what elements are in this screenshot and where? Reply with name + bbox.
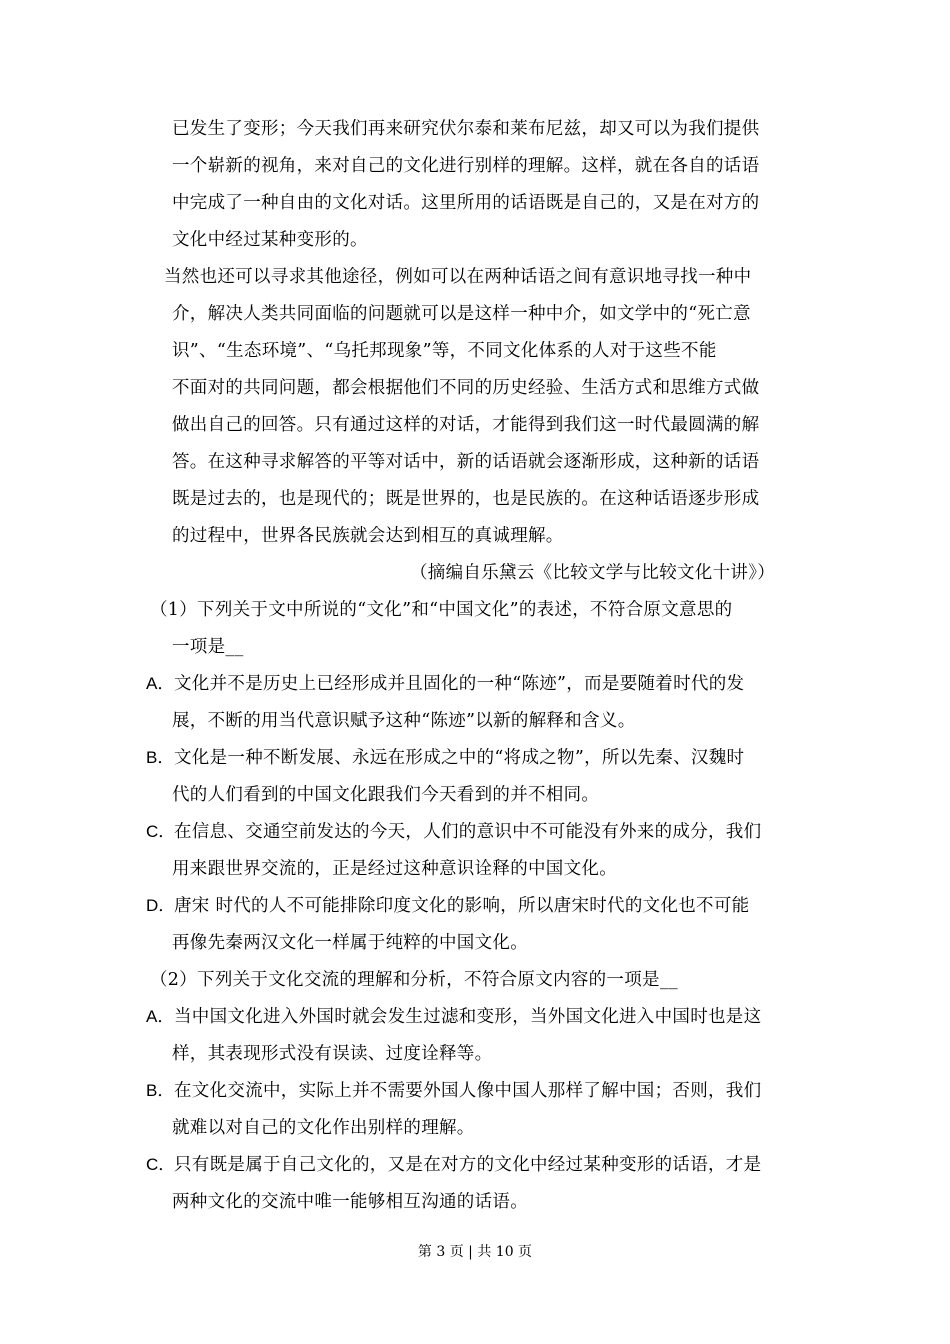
option-text: 唐宋 时代的人不可能排除印度文化的影响，所以唐宋时代的文化也不可能: [174, 896, 750, 916]
page-number-footer: 第 3 页 | 共 10 页: [417, 1244, 533, 1260]
option-text: 就难以对自己的文化作出别样的理解。: [172, 1118, 475, 1138]
option-letter: B．: [146, 748, 175, 767]
option-text: 再像先秦两汉文化一样属于纯粹的中国文化。: [172, 933, 528, 953]
passage-line: 做出自己的回答。只有通过这样的对话，才能得到我们这一时代最圆满的解: [172, 415, 760, 435]
option-letter: B．: [146, 1081, 175, 1100]
option-text: 两种文化的交流中唯一能够相互沟通的话语。: [172, 1192, 528, 1212]
option-text: 在信息、交通空前发达的今天，人们的意识中不可能没有外来的成分，我们: [174, 822, 762, 842]
option-text: 用来跟世界交流的，正是经过这种意识诠释的中国文化。: [172, 859, 617, 879]
passage-line: 介，解决人类共同面临的问题就可以是这样一种中介，如文学中的“死亡意: [172, 304, 751, 324]
option-letter: C．: [146, 822, 176, 841]
passage-line: 一个崭新的视角，来对自己的文化进行别样的理解。这样，就在各自的话语: [172, 156, 760, 176]
question-stem: （1）下列关于文中所说的“文化”和“中国文化”的表述，不符合原文意思的: [150, 600, 733, 620]
option-letter: D．: [146, 896, 176, 915]
passage-line: 文化中经过某种变形的。: [172, 230, 368, 250]
passage-line: 不面对的共同问题，都会根据他们不同的历史经验、生活方式和思维方式做: [172, 378, 760, 398]
passage-line: 答。在这种寻求解答的平等对话中，新的话语就会逐渐形成，这种新的话语: [172, 452, 760, 472]
passage-source: （摘编自乐黛云《比较文学与比较文化十讲》）: [410, 563, 776, 583]
option-text: 只有既是属于自己文化的，又是在对方的文化中经过某种变形的话语，才是: [174, 1155, 762, 1175]
option-text: 代的人们看到的中国文化跟我们今天看到的并不相同。: [172, 785, 600, 805]
option-text: 展，不断的用当代意识赋予这种“陈迹”以新的解释和含义。: [172, 711, 636, 731]
option-text: 当中国文化进入外国时就会发生过滤和变形，当外国文化进入中国时也是这: [174, 1007, 762, 1027]
option-letter: A．: [146, 1007, 175, 1026]
option-text: 文化是一种不断发展、永远在形成之中的“将成之物”，所以先秦、汉魏时: [174, 748, 745, 768]
passage-line: 识”、“生态环境”、“乌托邦现象”等，不同文化体系的人对于这些不能: [172, 341, 717, 361]
passage-line: 已发生了变形；今天我们再来研究伏尔泰和莱布尼兹，却又可以为我们提供: [172, 119, 760, 139]
option-letter: A．: [146, 674, 175, 693]
option-letter: C．: [146, 1155, 176, 1174]
option-text: 样，其表现形式没有误读、过度诠释等。: [172, 1044, 493, 1064]
passage-line: 的过程中，世界各民族就会达到相互的真诚理解。: [172, 526, 564, 546]
passage-line: 中完成了一种自由的文化对话。这里所用的话语既是自己的，又是在对方的: [172, 193, 760, 213]
option-text: 在文化交流中，实际上并不需要外国人像中国人那样了解中国；否则，我们: [174, 1081, 762, 1101]
passage-line: 当然也还可以寻求其他途径，例如可以在两种话语之间有意识地寻找一种中: [164, 267, 752, 287]
question-stem: 一项是__: [172, 637, 244, 657]
passage-line: 既是过去的，也是现代的；既是世界的，也是民族的。在这种话语逐步形成: [172, 489, 760, 509]
question-stem: （2）下列关于文化交流的理解和分析，不符合原文内容的一项是__: [150, 970, 678, 990]
option-text: 文化并不是历史上已经形成并且固化的一种“陈迹”，而是要随着时代的发: [174, 674, 745, 694]
